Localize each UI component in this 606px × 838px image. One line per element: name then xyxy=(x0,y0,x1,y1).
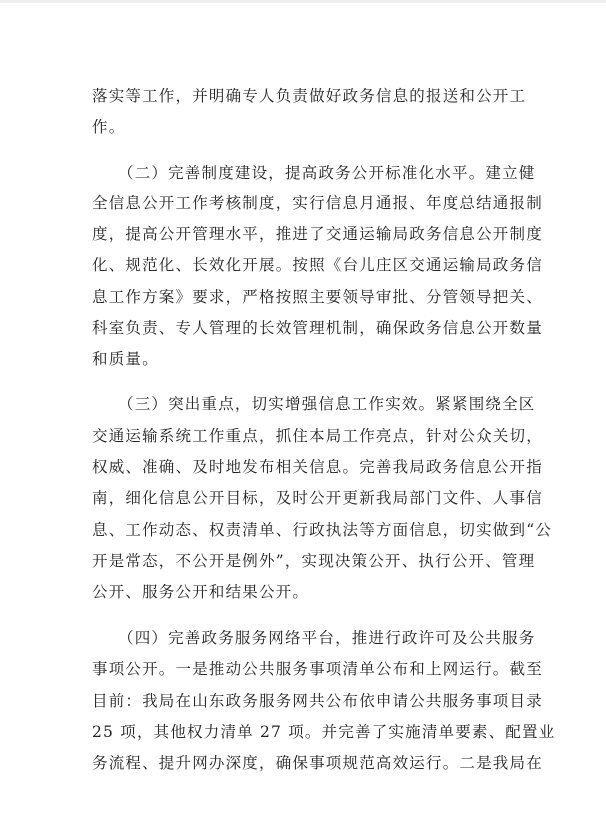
text-line: 交通运输系统工作重点，抓住本局工作亮点，针对公众关切， xyxy=(92,427,543,445)
text-line: 公开、服务公开和结果公开。 xyxy=(92,583,310,601)
text-line: 度，提高公开管理水平，推进了交通运输局政务信息公开制度 xyxy=(92,225,543,243)
text-line: 目前：我局在山东政务服务网共公布依申请公共服务事项目录 xyxy=(92,692,543,710)
text-line: 务流程、提升网办深度，确保事项规范高效运行。二是我局在 xyxy=(92,754,543,772)
text-line: 落实等工作，并明确专人负责做好政务信息的报送和公开工 xyxy=(92,87,527,105)
text-line: 全信息公开工作考核制度，实行信息月通报、年度总结通报制 xyxy=(92,194,543,212)
text-line: （四）完善政务服务网络平台，推进行政许可及公共服务 xyxy=(118,629,536,647)
text-line: （二）完善制度建设，提高政务公开标准化水平。建立健 xyxy=(118,164,536,182)
text-line: 25 项，其他权力清单 27 项。并完善了实施清单要素、配置业 xyxy=(92,723,556,741)
text-line: 作。 xyxy=(92,118,126,136)
text-line: 南，细化信息公开目标，及时公开更新我局部门文件、人事信 xyxy=(92,489,543,507)
text-line: 事项公开。一是推动公共服务事项清单公布和上网运行。截至 xyxy=(92,660,543,678)
text-line: 息、工作动态、权责清单、行政执法等方面信息，切实做到“公 xyxy=(92,521,553,539)
text-line: 息工作方案》要求，严格按照主要领导审批、分管领导把关、 xyxy=(92,288,543,306)
page-top-edge xyxy=(0,0,606,3)
text-line: 科室负责、专人管理的长效管理机制，确保政务信息公开数量 xyxy=(92,319,543,337)
text-line: 开是常态，不公开是例外”，实现决策公开、执行公开、管理 xyxy=(92,552,536,570)
text-line: （三）突出重点，切实增强信息工作实效。紧紧围绕全区 xyxy=(118,395,536,413)
text-line: 权威、准确、及时地发布相关信息。完善我局政务信息公开指 xyxy=(92,458,543,476)
text-line: 化、规范化、长效化开展。按照《台儿庄区交通运输局政务信 xyxy=(92,256,543,274)
text-line: 和质量。 xyxy=(92,350,159,368)
